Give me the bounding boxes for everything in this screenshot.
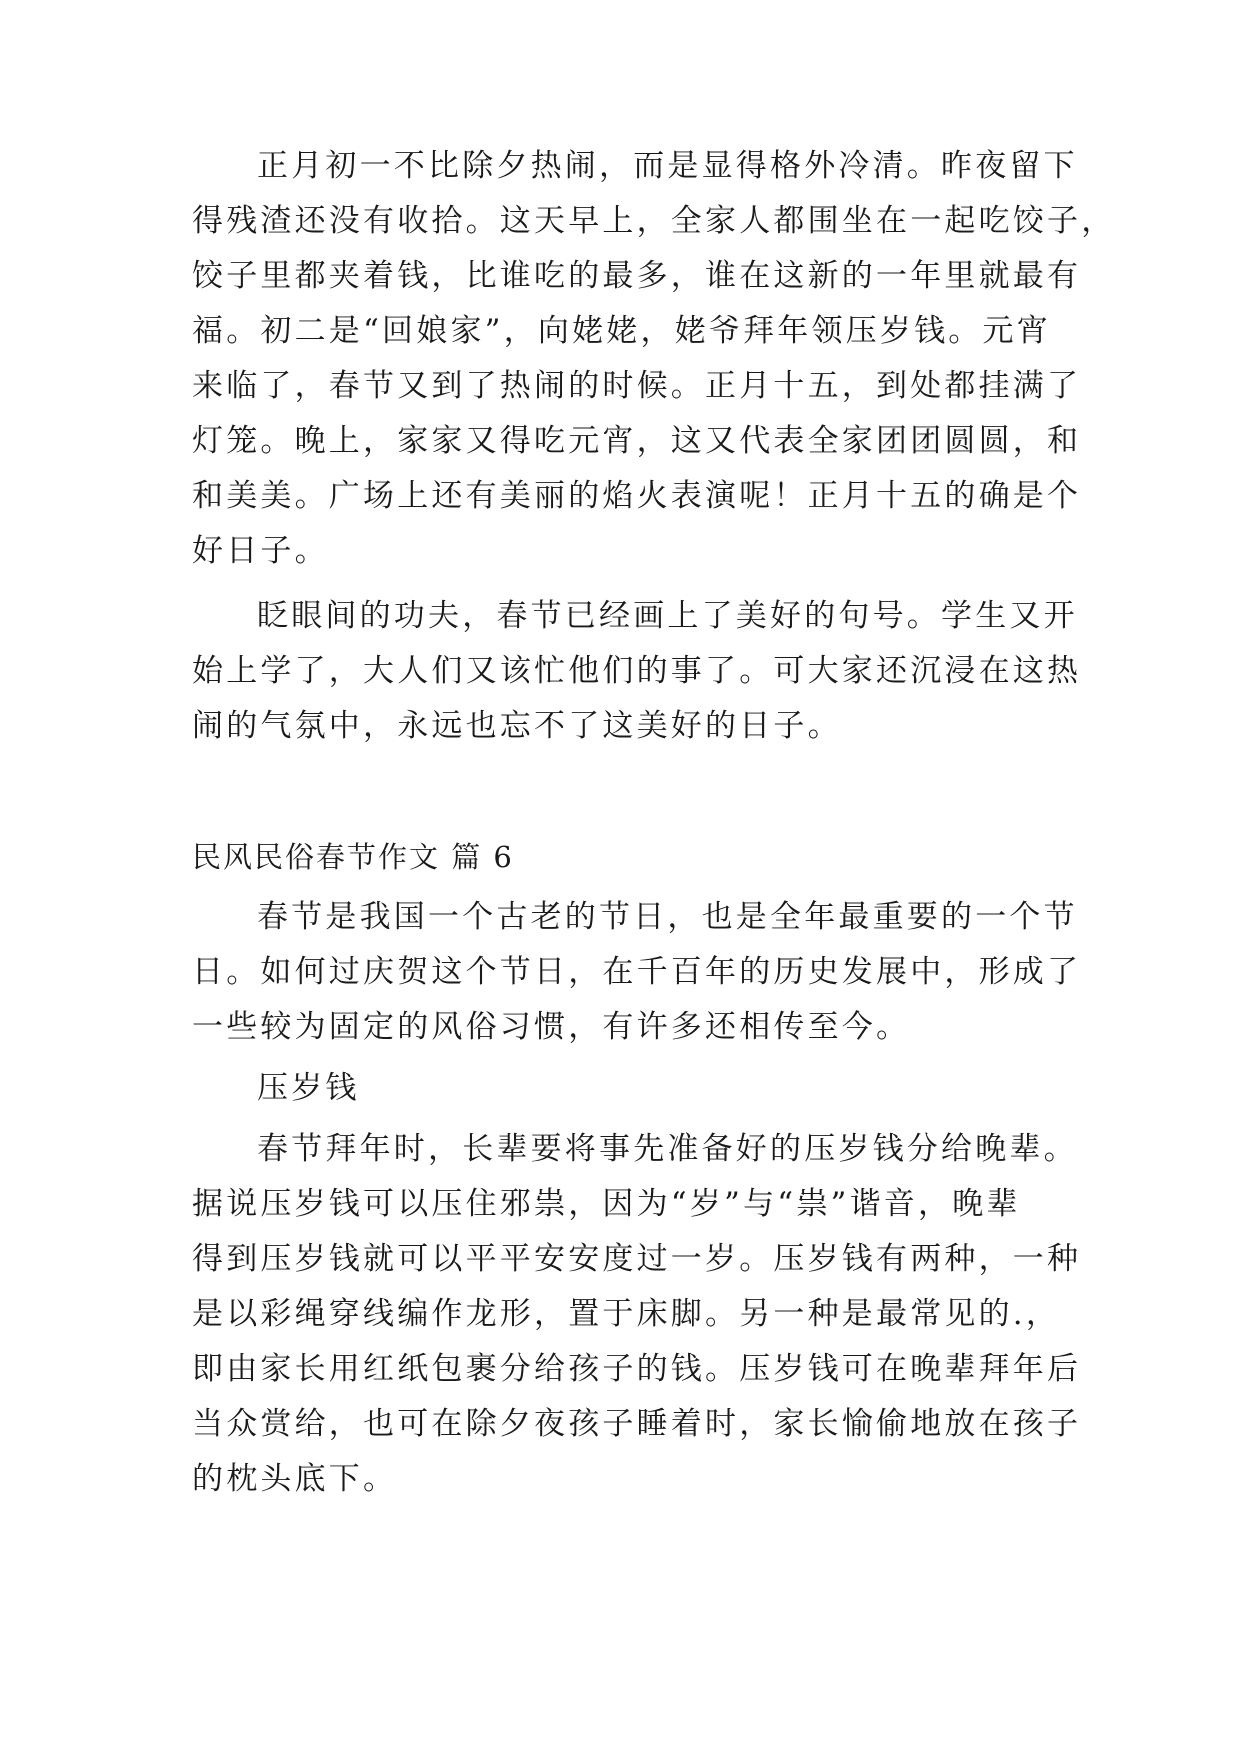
subheading: 压岁钱 — [257, 1070, 360, 1106]
text-line: 即由家长用红纸包裹分给孩子的钱。压岁钱可在晚辈拜年后 — [192, 1351, 1082, 1387]
text-line: 和美美。广场上还有美丽的焰火表演呢！正月十五的确是个 — [192, 478, 1082, 514]
text-line: 灯笼。晚上，家家又得吃元宵，这又代表全家团团圆圆，和 — [192, 423, 1082, 459]
text-line: 闹的气氛中，永远也忘不了这美好的日子。 — [192, 708, 842, 744]
text-line: 日。如何过庆贺这个节日，在千百年的历史发展中，形成了 — [192, 954, 1082, 990]
text-line: 来临了，春节又到了热闹的时候。正月十五，到处都挂满了 — [192, 368, 1082, 404]
text-line: 当众赏给，也可在除夕夜孩子睡着时，家长愉偷地放在孩子 — [192, 1406, 1082, 1442]
text-line: 一些较为固定的风俗习惯，有许多还相传至今。 — [192, 1009, 911, 1045]
text-line: 是以彩绳穿线编作龙形，置于床脚。另一种是最常见的.， — [192, 1296, 1061, 1332]
text-line: 得到压岁钱就可以平平安安度过一岁。压岁钱有两种，一种 — [192, 1241, 1082, 1277]
text-line: 春节是我国一个古老的节日，也是全年最重要的一个节 — [257, 899, 1078, 935]
section-heading: 民风民俗春节作文 篇 6 — [192, 840, 514, 874]
text-line: 正月初一不比除夕热闹，而是显得格外冷清。昨夜留下 — [257, 148, 1078, 184]
text-line: 福。初二是“回娘家”，向姥姥，姥爷拜年领压岁钱。元宵 — [192, 313, 1051, 349]
text-line: 春节拜年时，长辈要将事先准备好的压岁钱分给晚辈。 — [257, 1131, 1078, 1167]
text-line: 据说压岁钱可以压住邪祟，因为“岁”与“祟”谐音，晚辈 — [192, 1186, 1021, 1222]
text-line: 得残渣还没有收拾。这天早上，全家人都围坐在一起吃饺子， — [192, 203, 1116, 239]
text-line: 好日子。 — [192, 533, 329, 569]
text-line: 眨眼间的功夫，春节已经画上了美好的句号。学生又开 — [257, 598, 1078, 634]
text-line: 的枕头底下。 — [192, 1461, 398, 1497]
text-line: 始上学了，大人们又该忙他们的事了。可大家还沉浸在这热 — [192, 653, 1082, 689]
text-line: 饺子里都夹着钱，比谁吃的最多，谁在这新的一年里就最有 — [192, 258, 1082, 294]
